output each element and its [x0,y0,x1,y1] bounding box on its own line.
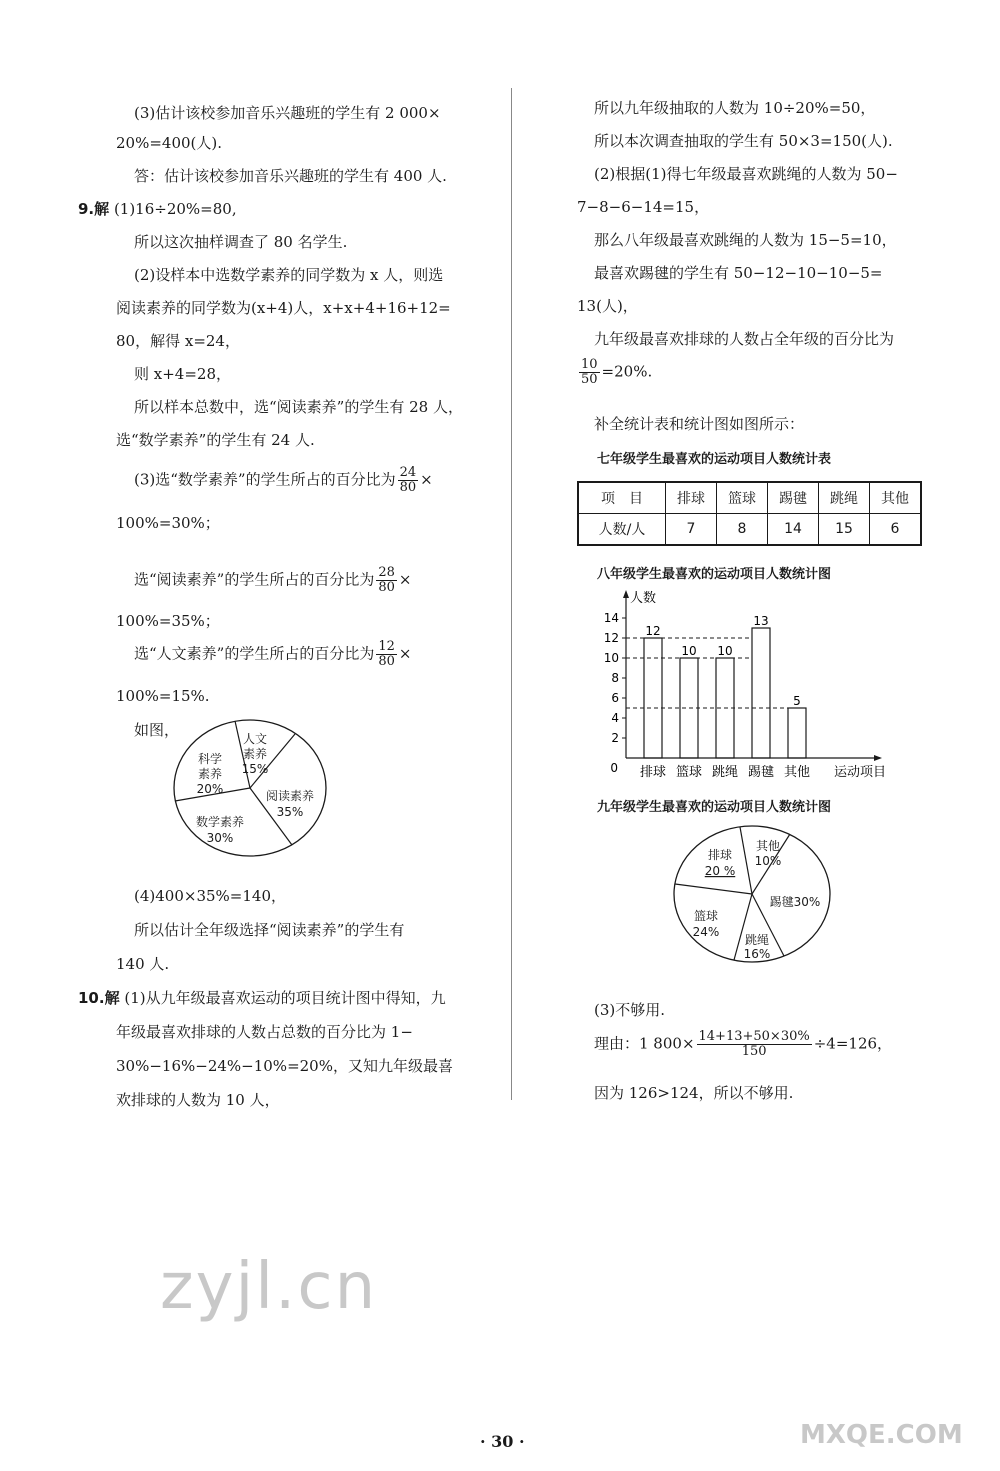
slice-label: 数学素养 [195,815,245,829]
question-9-line [78,199,237,219]
text-line: 所以估计全年级选择“阅读素养”的学生有 [134,921,405,939]
slice-label: 踢毽30% [769,895,821,909]
bar [788,708,806,758]
text: × [420,470,433,489]
text-line: 欢排球的人数为 10 人， [116,1091,280,1109]
text-line: 因为 126>124，所以不够用. [594,1084,794,1102]
numerator: 24 [399,465,417,480]
text-line: 30%−16%−24%−10%=20%，又知九年级最喜 [116,1057,453,1075]
text: (3)选“数学素养”的学生所占的百分比为 [134,470,396,489]
text-line-fraction [134,466,433,495]
bar [752,628,770,758]
y-tick-label: 8 [611,671,619,685]
text-line: 补全统计表和统计图如图所示： [594,415,805,433]
slice-label: 篮球 [693,909,719,923]
table-header-cell: 排球 [666,482,717,514]
slice-label: 30% [206,831,234,845]
denominator: 50 [581,372,598,387]
y-tick-label: 2 [611,731,619,745]
text-line: 100%=15%. [116,687,210,705]
text-line: 选“数学素养”的学生有 24 人. [116,431,315,449]
denominator: 150 [741,1044,767,1059]
slice-label: 跳绳 [744,933,770,947]
x-axis-label: 运动项目 [833,765,887,780]
text-line: (3)不够用. [594,1001,666,1019]
slice-label: 素养 [242,747,268,761]
text-line: 80，解得 x=24， [116,332,240,350]
table-title: 七年级学生最喜欢的运动项目人数统计表 [597,452,832,467]
origin-label: 0 [610,761,618,775]
pie-chart-grade9 [672,824,832,964]
numerator: 28 [378,565,395,580]
y-tick-label: 4 [611,711,619,725]
question-number: 10. [78,989,105,1007]
text: 选“人文素养”的学生所占的百分比为 [134,644,375,663]
table-cell: 15 [819,514,870,546]
text: × [398,644,412,663]
table-cell: 8 [717,514,768,546]
fraction [398,466,419,495]
denominator: 80 [399,480,417,495]
solution-label: 解 [94,200,110,218]
slice-label: 35% [276,805,304,819]
y-axis-arrow [623,590,629,598]
page-number: · 30 · [480,1432,525,1451]
text-line: 所以样本总数中，选“阅读素养”的学生有 28 人， [134,398,463,416]
question-number: 9. [78,200,95,218]
table-header-cell: 项 目 [578,482,666,514]
text: ÷4=126， [813,1034,893,1053]
text-line: (2)根据(1)得七年级最喜欢跳绳的人数为 50− [594,165,898,183]
text: 选“阅读素养”的学生所占的百分比为 [134,570,375,589]
text-line: 7−8−6−14=15， [577,198,710,216]
fraction [376,640,397,669]
numerator: 12 [378,639,395,654]
text-line: 如图， [134,721,180,739]
slice-label: 人文 [242,732,268,746]
watermark: zyjl.cn [160,1250,378,1324]
text-line: (2)设样本中选数学素养的同学数为 x 人，则选 [134,266,444,284]
text-line-fraction [594,1030,892,1059]
numerator: 10 [581,357,598,372]
pie-divider [740,827,752,894]
bar-value-label: 12 [645,624,661,638]
slice-label: 15% [241,762,269,776]
y-axis-label: 人数 [630,591,657,606]
slice-label: 排球 [707,848,733,862]
fraction [579,358,600,387]
text-line-fraction [134,566,411,595]
text-line: 最喜欢踢毽的学生有 50−12−10−10−5= [594,264,883,282]
y-tick-label: 14 [603,611,619,625]
table-cell: 7 [666,514,717,546]
slice-label: 20% [196,782,224,796]
table-header-cell: 跳绳 [819,482,870,514]
slice-label: 其他 [755,839,781,853]
slice-label: 科学 [197,752,223,766]
y-tick-label: 10 [603,651,619,665]
text-line-fraction [577,358,652,387]
text-line: 所以这次抽样调查了 80 名学生. [134,233,348,251]
x-tick-label: 排球 [639,765,667,780]
x-tick-label: 踢毽 [747,765,775,780]
numerator: 14+13+50×30% [698,1029,810,1044]
text-line: (3)估计该校参加音乐兴趣班的学生有 2 000× [134,104,441,122]
text-line: 100%=35%； [116,612,220,630]
bar [644,638,662,758]
text-line: 13(人)， [577,297,638,315]
text-line: 140 人. [116,955,170,973]
text-line: 那么八年级最喜欢跳绳的人数为 15−5=10， [594,231,897,249]
text-line-fraction [134,640,411,669]
text-line: 则 x+4=28， [134,365,231,383]
table-cell: 14 [768,514,819,546]
table-row-label: 人数/人 [578,514,666,546]
slice-label: 10% [754,854,782,868]
bar-value-label: 10 [681,644,697,658]
bar-value-label: 10 [717,644,733,658]
text-line: 20%=400(人). [116,134,223,152]
bar-chart-title: 八年级学生最喜欢的运动项目人数统计图 [597,567,832,582]
table-header-cell: 篮球 [717,482,768,514]
text-line: (1)从九年级最喜欢运动的项目统计图中得知，九 [124,989,446,1007]
table-row [578,514,921,546]
bar-value-label: 5 [793,694,801,708]
table-header-cell: 踢毽 [768,482,819,514]
x-tick-label: 跳绳 [711,765,739,780]
solution-label: 解 [104,989,120,1007]
pie-chart-title: 九年级学生最喜欢的运动项目人数统计图 [597,800,832,815]
denominator: 80 [378,580,395,595]
y-tick-label: 12 [603,631,619,645]
text-line: 阅读素养的同学数为(x+4)人，x+x+4+16+12= [116,299,451,317]
x-tick-label: 其他 [783,765,811,780]
bar-value-label: 13 [753,614,769,628]
table-row [578,482,921,514]
slice-label: 阅读素养 [265,789,315,803]
text-line: 所以九年级抽取的人数为 10÷20%=50， [594,99,876,117]
x-tick-label: 篮球 [675,765,703,780]
text-line: (1)16÷20%=80, [113,200,237,218]
fraction [697,1030,812,1059]
text-line: 所以本次调查抽取的学生有 50×3=150(人). [594,132,893,150]
slice-label: 20 % [704,864,736,878]
y-tick-label: 6 [611,691,619,705]
fraction [376,566,397,595]
denominator: 80 [378,654,395,669]
slice-label: 素养 [197,767,223,781]
text-line: 年级最喜欢排球的人数占总数的百分比为 1− [116,1023,413,1041]
text-line: 答：估计该校参加音乐兴趣班的学生有 400 人. [134,167,447,185]
text: =20%. [601,362,653,381]
stats-table [577,481,922,546]
column-divider [511,88,512,1100]
watermark: MXQE.COM [800,1420,963,1450]
text-line: 九年级最喜欢排球的人数占全年级的百分比为 [594,330,895,348]
slice-label: 16% [743,947,771,961]
text: × [398,570,412,589]
question-10-line [78,988,446,1008]
bar-chart [590,588,910,788]
x-axis-arrow [874,755,882,761]
text-line: (4)400×35%=140， [134,887,286,905]
text-line: 100%=30%； [116,514,220,532]
pie-chart-literacy [172,718,332,858]
table-cell: 6 [870,514,922,546]
slice-label: 24% [692,925,720,939]
text: 理由：1 800× [594,1034,695,1053]
table-header-cell: 其他 [870,482,922,514]
pie-divider [675,884,752,894]
